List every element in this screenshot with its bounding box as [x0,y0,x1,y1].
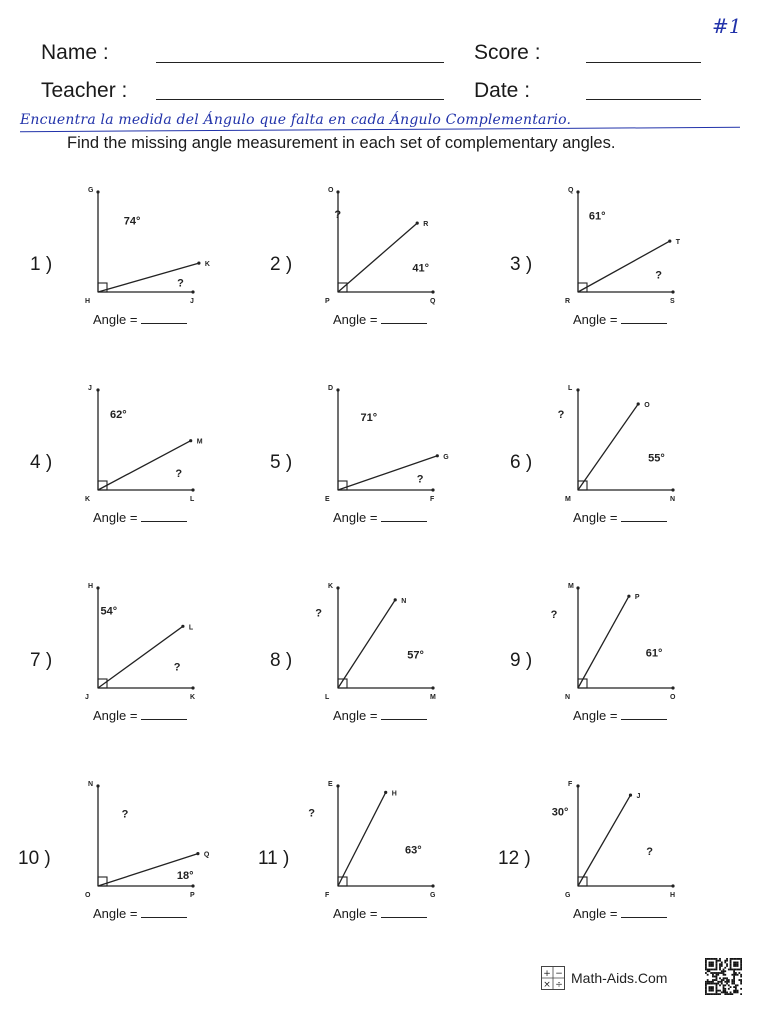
bottom-angle-value: 18° [176,870,194,882]
problem-number: 10 ) [18,848,51,869]
label-vertical: H [88,583,94,590]
problem-11 [258,772,498,972]
point-horizontal [671,488,674,491]
point-vertical [336,190,339,193]
handwritten-instructions: Encuentra la medida del Ángulo que falta en cada Ángulo Complementario. [20,112,572,128]
problem-number: 2 ) [270,254,293,275]
answer-blank[interactable] [141,708,187,720]
label-horizontal: P [190,892,195,899]
point-horizontal [671,884,674,887]
point-vertical [576,190,579,193]
label-vertical: M [568,583,574,590]
problem-12 [498,772,738,972]
point-horizontal [671,290,674,293]
top-angle-value: 54° [100,605,118,618]
answer-label: Angle = [333,906,378,921]
answer-blank[interactable] [381,510,427,522]
problem-8 [258,574,498,774]
label-vertex: O [85,892,91,899]
top-angle-value: 61° [588,210,606,223]
point-ray [668,240,671,243]
middle-ray [338,792,386,886]
bottom-angle-value: 55° [648,452,665,465]
point-horizontal [431,290,434,293]
point-ray [637,402,640,405]
answer-row [93,510,187,525]
middle-ray [578,241,670,292]
date-label: Date : [474,79,531,102]
answer-row [573,312,667,327]
answer-row [573,708,667,723]
label-ray: P [634,594,640,602]
name-field[interactable] [156,62,444,63]
label-vertical: Q [568,187,574,194]
label-horizontal: J [190,298,194,305]
label-ray: H [391,790,397,798]
label-vertex: J [85,694,89,701]
answer-blank[interactable] [141,510,187,522]
label-vertex: H [85,298,91,305]
sheet-number: #1 [712,14,742,38]
label-horizontal: O [670,694,676,701]
label-vertex: L [325,694,330,701]
label-vertical: K [328,583,334,590]
bottom-angle-value: ? [655,269,662,282]
answer-blank[interactable] [381,708,427,720]
instructions: Find the missing angle measurement in each set of complementary angles. [67,134,616,152]
answer-row [333,312,427,327]
top-angle-value: ? [308,807,316,820]
point-ray [196,852,199,855]
top-angle-value: ? [334,209,342,221]
point-horizontal [191,884,194,887]
bottom-angle-value: ? [177,277,184,290]
answer-label: Angle = [93,708,138,723]
problem-6 [498,376,738,576]
label-horizontal: H [670,892,676,899]
top-angle-value: ? [557,408,565,421]
label-ray: G [443,453,449,461]
point-vertical [96,784,99,787]
label-vertex: G [565,892,571,899]
answer-label: Angle = [573,510,618,525]
label-horizontal: K [190,694,196,701]
answer-blank[interactable] [621,708,667,720]
label-ray: Q [203,851,210,859]
answer-row [93,312,187,327]
answer-row [333,906,427,921]
svg-text:−: − [555,969,563,979]
problem-4 [18,376,258,576]
problem-number: 7 ) [30,650,53,671]
label-horizontal: N [670,496,676,503]
label-vertical: J [88,385,92,392]
bottom-angle-value: ? [646,846,653,858]
point-horizontal [431,686,434,689]
point-ray [197,262,200,265]
answer-row [93,906,187,921]
answer-label: Angle = [93,510,138,525]
problem-number: 12 ) [498,848,531,869]
bottom-angle-value: 41° [412,262,430,275]
label-horizontal: F [430,496,435,503]
answer-blank[interactable] [141,312,187,324]
label-ray: R [423,221,429,229]
problem-7 [18,574,258,774]
point-vertical [576,586,579,589]
point-ray [627,595,630,598]
label-vertical: L [568,385,573,392]
label-ray: K [204,261,210,269]
bottom-angle-value: ? [173,661,181,674]
label-vertical: N [88,781,94,788]
score-field[interactable] [586,62,701,63]
label-horizontal: M [430,694,436,701]
problem-number: 4 ) [30,452,53,473]
label-vertex: F [325,892,330,899]
problem-number: 11 ) [258,848,290,869]
label-horizontal: L [190,496,195,503]
middle-ray [338,600,395,688]
middle-ray [578,404,638,490]
answer-label: Angle = [333,510,378,525]
point-ray [436,454,439,457]
point-vertical [576,388,579,391]
top-angle-value: ? [550,608,558,621]
label-ray: L [188,624,194,632]
problem-number: 8 ) [270,650,293,671]
answer-label: Angle = [333,312,378,327]
bottom-angle-value: 57° [407,649,424,662]
top-angle-value: 30° [551,806,569,819]
label-vertex: N [565,694,571,701]
bottom-angle-value: 63° [405,844,422,857]
label-vertical: D [328,385,334,392]
middle-ray [338,223,417,292]
svg-text:÷: ÷ [555,980,563,990]
point-ray [416,222,419,225]
label-vertical: O [328,187,334,194]
answer-label: Angle = [573,312,618,327]
math-aids-logo-icon [541,966,565,990]
answer-blank[interactable] [621,312,667,324]
answer-label: Angle = [93,312,138,327]
label-ray: N [401,597,407,605]
problem-3 [498,178,738,378]
teacher-field[interactable] [156,99,444,100]
brand-name[interactable]: Math-Aids.Com [571,970,668,986]
top-angle-value: ? [315,607,323,620]
answer-blank[interactable] [381,312,427,324]
qr-code-icon [705,958,742,995]
middle-ray [98,626,183,688]
label-ray: T [675,239,681,247]
point-horizontal [431,488,434,491]
point-ray [181,625,184,628]
answer-row [93,708,187,723]
point-vertical [96,190,99,193]
name-label: Name : [41,41,109,64]
bottom-angle-value: ? [416,473,424,486]
problem-9 [498,574,738,774]
answer-label: Angle = [93,906,138,921]
point-ray [629,794,632,797]
answer-row [573,906,667,921]
answer-row [333,510,427,525]
problem-number: 5 ) [270,452,293,473]
problem-10 [18,772,258,972]
problem-number: 6 ) [510,452,533,473]
problem-number: 3 ) [510,254,533,275]
point-vertical [96,586,99,589]
top-angle-value: 62° [110,408,127,421]
answer-label: Angle = [573,708,618,723]
top-angle-value: 71° [360,412,378,424]
label-vertex: M [565,496,571,503]
bottom-angle-value: 61° [645,647,663,660]
svg-text:×: × [543,980,551,990]
point-horizontal [431,884,434,887]
point-vertical [336,388,339,391]
point-ray [384,791,387,794]
teacher-label: Teacher : [41,79,128,102]
point-vertical [96,388,99,391]
label-vertical: G [88,187,94,194]
point-ray [394,598,397,601]
point-vertical [336,586,339,589]
svg-text:+: + [543,969,551,979]
problem-2 [258,178,498,378]
answer-label: Angle = [573,906,618,921]
label-horizontal: G [430,892,436,899]
point-horizontal [191,290,194,293]
score-label: Score : [474,41,541,64]
middle-ray [578,596,629,688]
label-vertical: F [568,781,573,788]
label-vertical: E [328,781,333,788]
label-ray: O [644,402,650,409]
date-field[interactable] [586,99,701,100]
problem-number: 1 ) [30,254,53,275]
label-vertex: R [565,298,571,305]
answer-blank[interactable] [381,906,427,918]
label-horizontal: Q [430,298,436,305]
label-ray: J [636,793,641,801]
answer-blank[interactable] [621,906,667,918]
answer-row [573,510,667,525]
point-vertical [336,784,339,787]
bottom-angle-value: ? [175,468,183,481]
problem-1 [18,178,258,378]
top-angle-value: ? [121,808,129,821]
point-horizontal [671,686,674,689]
answer-blank[interactable] [141,906,187,918]
point-horizontal [191,488,194,491]
label-vertex: P [325,298,330,305]
answer-blank[interactable] [621,510,667,522]
label-horizontal: S [670,298,675,305]
middle-ray [578,795,631,886]
problem-5 [258,376,498,576]
answer-row [333,708,427,723]
label-ray: M [196,438,203,446]
point-horizontal [191,686,194,689]
answer-label: Angle = [333,708,378,723]
problem-number: 9 ) [510,650,533,671]
label-vertex: E [325,496,330,503]
label-vertex: K [85,496,91,503]
point-vertical [576,784,579,787]
point-ray [189,439,192,442]
top-angle-value: 74° [123,215,141,228]
middle-ray [98,441,191,490]
